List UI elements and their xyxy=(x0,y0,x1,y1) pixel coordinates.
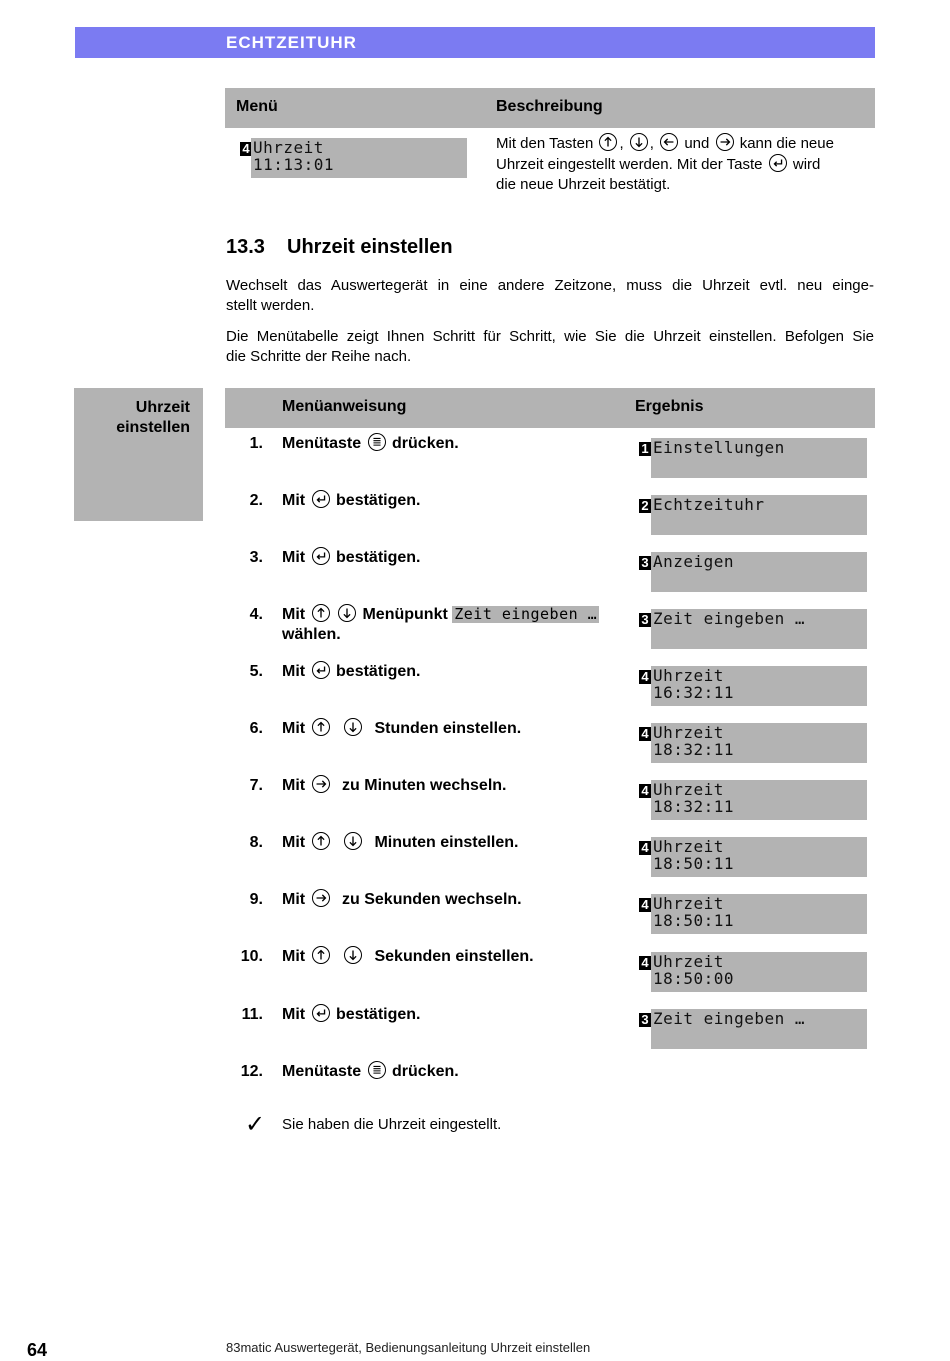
arrow-down-icon xyxy=(630,133,648,151)
arrow-right-icon xyxy=(312,775,330,793)
arrow-right-icon xyxy=(716,133,734,151)
lcd-display: Echtzeituhr xyxy=(651,495,867,535)
step-instruction: Mit Sekunden einstellen. xyxy=(282,948,534,965)
lcd-level-badge: 3 xyxy=(639,1013,651,1027)
arrow-down-icon xyxy=(344,946,362,964)
lcd-display: Anzeigen xyxy=(651,552,867,592)
step-number: 2. xyxy=(249,492,263,509)
arrow-up-icon xyxy=(312,718,330,736)
step-instruction: Mit bestätigen. xyxy=(282,492,421,509)
step-instruction: Mit bestätigen. xyxy=(282,1006,421,1023)
sidebox-label: Uhrzeit einstellen xyxy=(116,399,190,436)
page-number: 64 xyxy=(27,1340,48,1360)
menu-key-icon xyxy=(368,1061,386,1079)
arrow-right-icon xyxy=(312,889,330,907)
step-instruction: Mit Menüpunkt Zeit eingeben … wählen. xyxy=(282,605,598,643)
lcd-display: Uhrzeit 16:32:11 xyxy=(651,666,867,706)
step-instruction: Mit zu Sekunden wechseln. xyxy=(282,891,522,908)
menu-col-header: Menü xyxy=(236,98,278,115)
checkmark-icon: ✓ xyxy=(245,1111,266,1138)
step-number: 5. xyxy=(249,663,263,680)
step-number: 7. xyxy=(249,777,263,794)
enter-icon xyxy=(312,547,330,565)
lcd-level-badge: 4 xyxy=(240,142,252,156)
lcd-display: Uhrzeit 18:50:00 xyxy=(651,952,867,992)
lcd-display: Zeit eingeben … xyxy=(651,609,867,649)
intro-paragraph: Wechselt das Auswertegerät in eine andere Zeitzone, muss die Uhrzeit evtl. neu einge- stellt werden. xyxy=(226,277,874,314)
step-number: 9. xyxy=(249,891,263,908)
step-instruction: Mit Stunden einstellen. xyxy=(282,720,522,737)
lcd-level-badge: 3 xyxy=(639,613,651,627)
lcd-display: Uhrzeit 11:13:01 xyxy=(251,138,467,178)
section-title: Uhrzeit einstellen xyxy=(287,236,453,258)
instruction-col-header: Menüanweisung xyxy=(282,398,407,415)
step-instruction: Mit Minuten einstellen. xyxy=(282,834,519,851)
footer-text: 83matic Auswertegerät, Bedienungsanleitung Uhrzeit einstellen xyxy=(226,1340,591,1355)
step-instruction: Mit zu Minuten wechseln. xyxy=(282,777,507,794)
lcd-level-badge: 4 xyxy=(639,956,651,970)
enter-icon xyxy=(312,1004,330,1022)
completion-text: Sie haben die Uhrzeit eingestellt. xyxy=(282,1116,502,1133)
lcd-level-badge: 3 xyxy=(639,556,651,570)
lcd-display: Uhrzeit 18:50:11 xyxy=(651,894,867,934)
enter-icon xyxy=(312,661,330,679)
step-instruction: Menütaste drücken. xyxy=(282,435,459,452)
step-number: 8. xyxy=(249,834,263,851)
lcd-level-badge: 4 xyxy=(639,841,651,855)
chapter-header-bar xyxy=(75,27,875,58)
step-instruction: Mit bestätigen. xyxy=(282,663,421,680)
lcd-display: Uhrzeit 18:50:11 xyxy=(651,837,867,877)
step-number: 12. xyxy=(240,1063,263,1080)
arrow-down-icon xyxy=(344,832,362,850)
step-instruction: Menütaste drücken. xyxy=(282,1063,459,1080)
arrow-down-icon xyxy=(344,718,362,736)
step-number: 11. xyxy=(241,1006,263,1023)
arrow-down-icon xyxy=(338,604,356,622)
arrow-left-icon xyxy=(660,133,678,151)
step-number: 10. xyxy=(240,948,263,965)
lcd-display: Uhrzeit 18:32:11 xyxy=(651,780,867,820)
description-col-header: Beschreibung xyxy=(496,98,603,115)
arrow-up-icon xyxy=(312,946,330,964)
lcd-level-badge: 4 xyxy=(639,727,651,741)
menu-item-highlight: Zeit eingeben … xyxy=(454,605,598,623)
menu-description: Mit den Tasten , , und kann die neue Uhrzeit eingestellt werden. Mit der Taste wird die neue Uhrzeit bestätigt. xyxy=(496,135,834,193)
step-instruction: Mit bestätigen. xyxy=(282,549,421,566)
menu-key-icon xyxy=(368,433,386,451)
chapter-title: ECHTZEITUHR xyxy=(226,33,357,52)
step-number: 4. xyxy=(249,606,263,623)
lcd-level-badge: 4 xyxy=(639,898,651,912)
result-col-header: Ergebnis xyxy=(635,398,704,415)
arrow-up-icon xyxy=(599,133,617,151)
instructions-paragraph: Die Menütabelle zeigt Ihnen Schritt für Schritt, wie Sie die Uhrzeit einstellen. Befolgen Sie die Schritte der Reihe nach. xyxy=(226,328,874,365)
lcd-level-badge: 4 xyxy=(639,670,651,684)
lcd-display: Uhrzeit 18:32:11 xyxy=(651,723,867,763)
step-number: 6. xyxy=(249,720,263,737)
lcd-level-badge: 4 xyxy=(639,784,651,798)
enter-icon xyxy=(769,154,787,172)
enter-icon xyxy=(312,490,330,508)
lcd-display: Zeit eingeben … xyxy=(651,1009,867,1049)
step-number: 3. xyxy=(249,549,263,566)
lcd-level-badge: 2 xyxy=(639,499,651,513)
step-number: 1. xyxy=(249,435,263,452)
arrow-up-icon xyxy=(312,832,330,850)
section-number: 13.3 xyxy=(226,236,265,258)
lcd-display: Einstellungen xyxy=(651,438,867,478)
arrow-up-icon xyxy=(312,604,330,622)
lcd-level-badge: 1 xyxy=(639,442,651,456)
